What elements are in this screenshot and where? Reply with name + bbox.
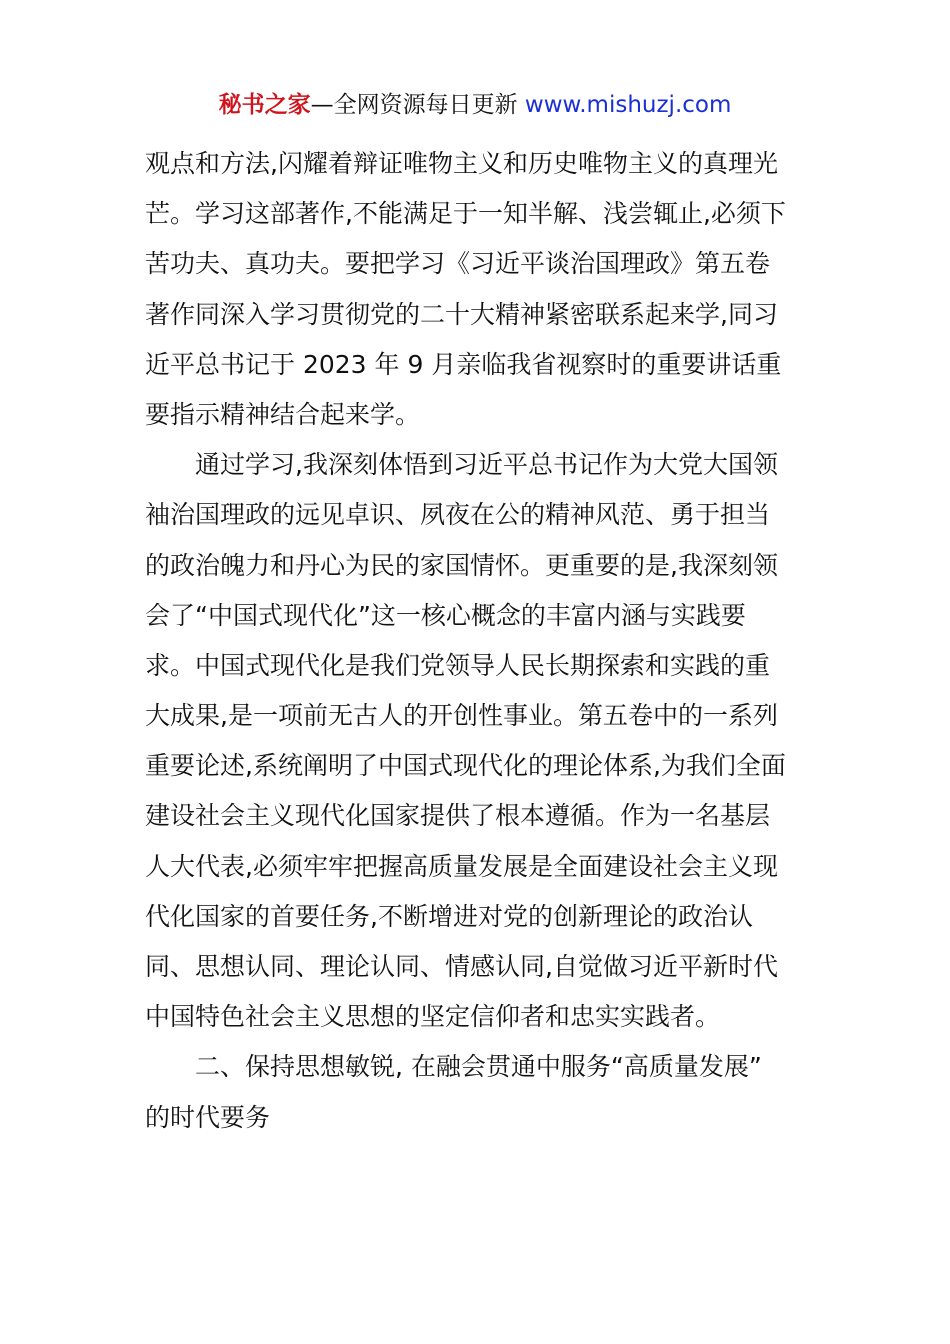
site-header — [0, 88, 950, 122]
text-line: 著作同深入学习贯彻党的二十大精神紧密联系起来学,同习 — [145, 299, 778, 329]
text-line: 会了“中国式现代化”这一核心概念的丰富内涵与实践要 — [145, 600, 746, 630]
text-line: 袖治国理政的远见卓识、夙夜在公的精神风范、勇于担当 — [145, 500, 771, 530]
text-line: 苦功夫、真功夫。要把学习《习近平谈治国理政》第五卷 — [145, 249, 771, 279]
text-line: 求。中国式现代化是我们党领导人民长期探索和实践的重 — [145, 650, 771, 680]
site-url-link[interactable]: www.mishuzj.com — [524, 92, 732, 118]
text-line: 代化国家的首要任务,不断增进对党的创新理论的政治认 — [145, 901, 753, 931]
text-line: 中国特色社会主义思想的坚定信仰者和忠实实践者。 — [145, 1002, 721, 1032]
text-line: 同、思想认同、理论认同、情感认同,自觉做习近平新时代 — [145, 952, 778, 981]
paragraph-start-line: 通过学习,我深刻体悟到习近平总书记作为大党大国领 — [195, 450, 778, 480]
text-line: 近平总书记于 2023 年 9 月亲临我省视察时的重要讲话重 — [145, 349, 782, 379]
text-line: 芒。学习这部著作,不能满足于一知半解、浅尝辄止,必须下 — [145, 199, 786, 229]
text-line: 的政治魄力和丹心为民的家国情怀。更重要的是,我深刻领 — [145, 550, 778, 580]
section-heading-line: 二、保持思想敏锐, 在融会贯通中服务“高质量发展” — [195, 1052, 762, 1082]
text-line: 大成果,是一项前无古人的开创性事业。第五卷中的一系列 — [145, 701, 778, 731]
site-brand: 秘书之家 — [218, 92, 311, 118]
document-body — [145, 146, 805, 1150]
section-heading-line: 的时代要务 — [145, 1102, 271, 1132]
text-line: 观点和方法,闪耀着辩证唯物主义和历史唯物主义的真理光 — [145, 149, 778, 178]
text-line: 要指示精神结合起来学。 — [145, 399, 421, 429]
text-line: 重要论述,系统阐明了中国式现代化的理论体系,为我们全面 — [145, 751, 786, 781]
site-tagline: —全网资源每日更新 — [310, 92, 525, 118]
text-line: 人大代表,必须牢牢把握高质量发展是全面建设社会主义现 — [145, 851, 778, 881]
text-line: 建设社会主义现代化国家提供了根本遵循。作为一名基层 — [145, 801, 771, 831]
